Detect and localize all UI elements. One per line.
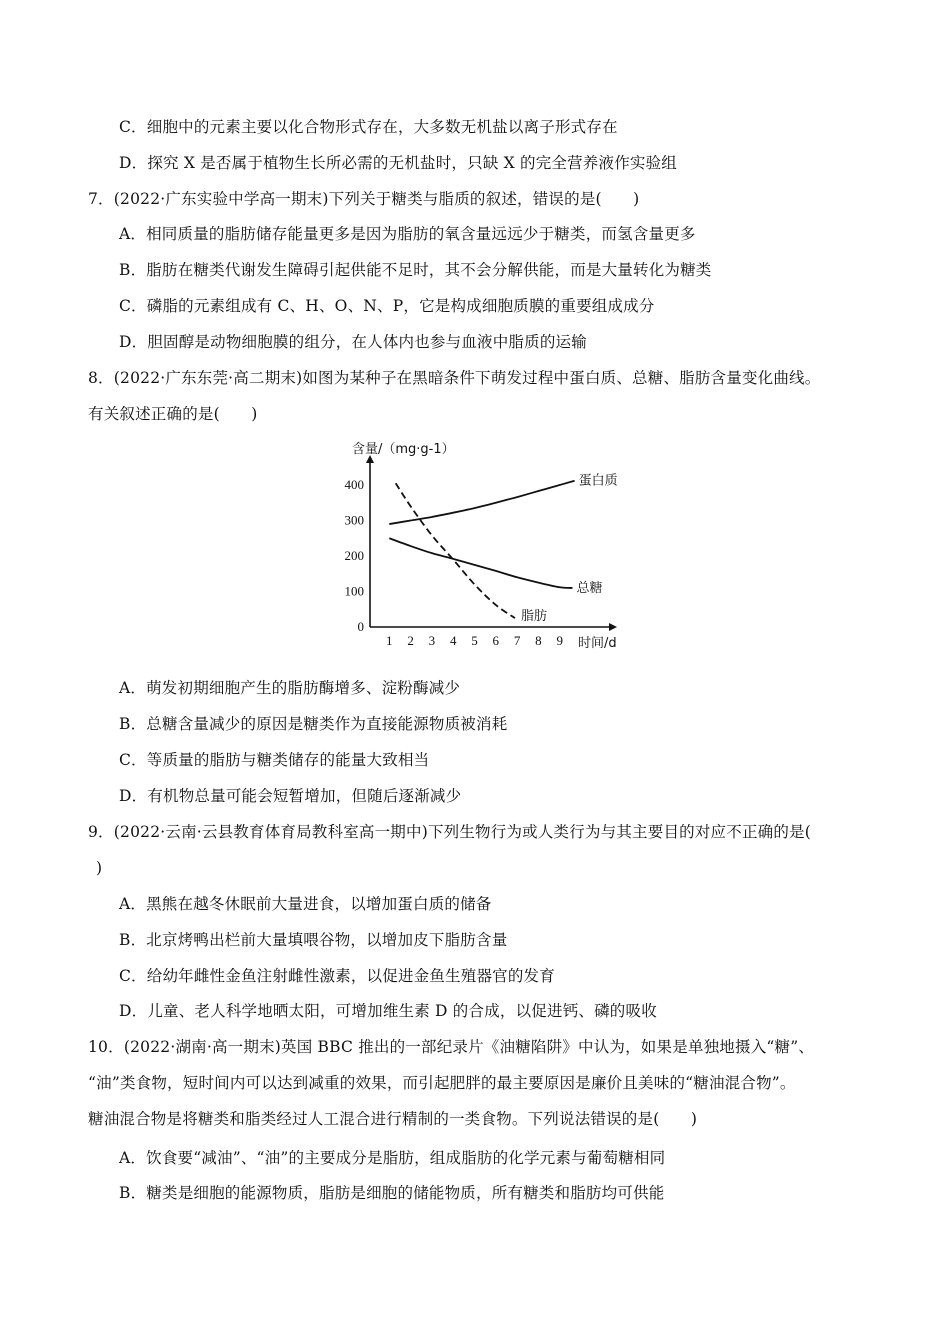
q8-stem-line1: 8．(2022·广东东莞·高二期末)如图为某种子在黑暗条件下萌发过程中蛋白质、总糖、脂肪含量变化曲线。 [88, 369, 821, 387]
q10-option-b: B．糖类是细胞的能源物质，脂肪是细胞的储能物质，所有糖类和脂肪均可供能 [119, 1184, 665, 1202]
chart-series [389, 481, 574, 618]
q8-chart [340, 435, 640, 655]
x-tick-label: 5 [471, 633, 478, 648]
q8-option-c: C．等质量的脂肪与糖类储存的能量大致相当 [119, 751, 430, 769]
y-tick-label: 400 [344, 477, 364, 492]
q9-stem-line2: ) [96, 859, 103, 877]
q7-option-c: C．磷脂的元素组成有 C、H、O、N、P，它是构成细胞质膜的重要组成成分 [119, 297, 655, 315]
q10-stem-line1: 10．(2022·湖南·高一期末)英国 BBC 推出的一部纪录片《油糖陷阱》中认为，如果是单独地摄入“糖”、 [88, 1038, 815, 1056]
q9-option-b: B．北京烤鸭出栏前大量填喂谷物，以增加皮下脂肪含量 [119, 931, 508, 949]
q10-stem-line2: “油”类食物，短时间内可以达到减重的效果，而引起肥胖的最主要原因是廉价且美味的“糖油混合物”。 [88, 1074, 796, 1092]
q8-option-b: B．总糖含量减少的原因是糖类作为直接能源物质被消耗 [119, 715, 508, 733]
y-tick-label: 200 [344, 548, 364, 563]
x-tick-label: 1 [386, 633, 393, 648]
q7-option-b: B．脂肪在糖类代谢发生障碍引起供能不足时，其不会分解供能，而是大量转化为糖类 [119, 261, 712, 279]
x-tick-label: 2 [407, 633, 414, 648]
q9-option-d: D．儿童、老人科学地晒太阳，可增加维生素 D 的合成，以促进钙、磷的吸收 [119, 1002, 657, 1020]
q8-stem-line2: 有关叙述正确的是( ) [88, 405, 258, 423]
q9-stem-line1: 9．(2022·云南·云县教育体育局教科室高一期中)下列生物行为或人类行为与其主要目的对应不正确的是( [88, 823, 812, 841]
series-label: 蛋白质 [578, 473, 618, 489]
q10-stem-line3: 糖油混合物是将糖类和脂类经过人工混合进行精制的一类食物。下列说法错误的是( ) [88, 1110, 698, 1128]
series-labels [521, 474, 618, 624]
q6-option-c: C．细胞中的元素主要以化合物形式存在，大多数无机盐以离子形式存在 [119, 118, 618, 136]
q7-option-a: A．相同质量的脂肪储存能量更多是因为脂肪的氧含量远远少于糖类，而氢含量更多 [119, 225, 696, 243]
x-tick-label: 9 [556, 633, 563, 648]
series-label: 总糖 [576, 580, 603, 596]
series-line-0 [389, 481, 574, 524]
series-line-1 [389, 538, 572, 588]
q6-option-d: D．探究 X 是否属于植物生长所必需的无机盐时，只缺 X 的完全营养液作实验组 [119, 154, 678, 172]
x-tick-label: 7 [513, 633, 521, 648]
y-tick-labels [345, 477, 365, 634]
x-tick-labels [386, 633, 563, 648]
q8-option-a: A．萌发初期细胞产生的脂肪酶增多、淀粉酶减少 [119, 679, 461, 697]
x-tick-label: 4 [449, 633, 457, 648]
x-axis-label: 时间/d [578, 636, 617, 651]
y-tick-label: 100 [344, 583, 364, 599]
q9-option-c: C．给幼年雌性金鱼注射雌性激素，以促进金鱼生殖器官的发育 [119, 967, 555, 985]
q7-option-d: D．胆固醇是动物细胞膜的组分，在人体内也参与血液中脂质的运输 [119, 333, 587, 351]
x-tick-label: 8 [535, 633, 542, 648]
series-label: 脂肪 [520, 609, 547, 625]
x-tick-label: 6 [492, 633, 500, 648]
q10-option-a: A．饮食要“减油”、“油”的主要成分是脂肪，组成脂肪的化学元素与葡萄糖相同 [119, 1149, 666, 1167]
q8-option-d: D．有机物总量可能会短暂增加，但随后逐渐减少 [119, 787, 462, 805]
y-tick-label: 0 [357, 619, 364, 634]
x-tick-label: 3 [428, 633, 436, 648]
y-axis-label: 含量/（mg·g-1） [352, 442, 455, 457]
q9-option-a: A．黑熊在越冬休眠前大量进食，以增加蛋白质的储备 [119, 895, 492, 913]
content-line-chart [340, 435, 640, 655]
y-tick-label: 300 [344, 512, 364, 528]
q7-stem: 7．(2022·广东实验中学高一期末)下列关于糖类与脂质的叙述，错误的是( ) [88, 190, 640, 208]
series-line-2 [396, 483, 515, 618]
